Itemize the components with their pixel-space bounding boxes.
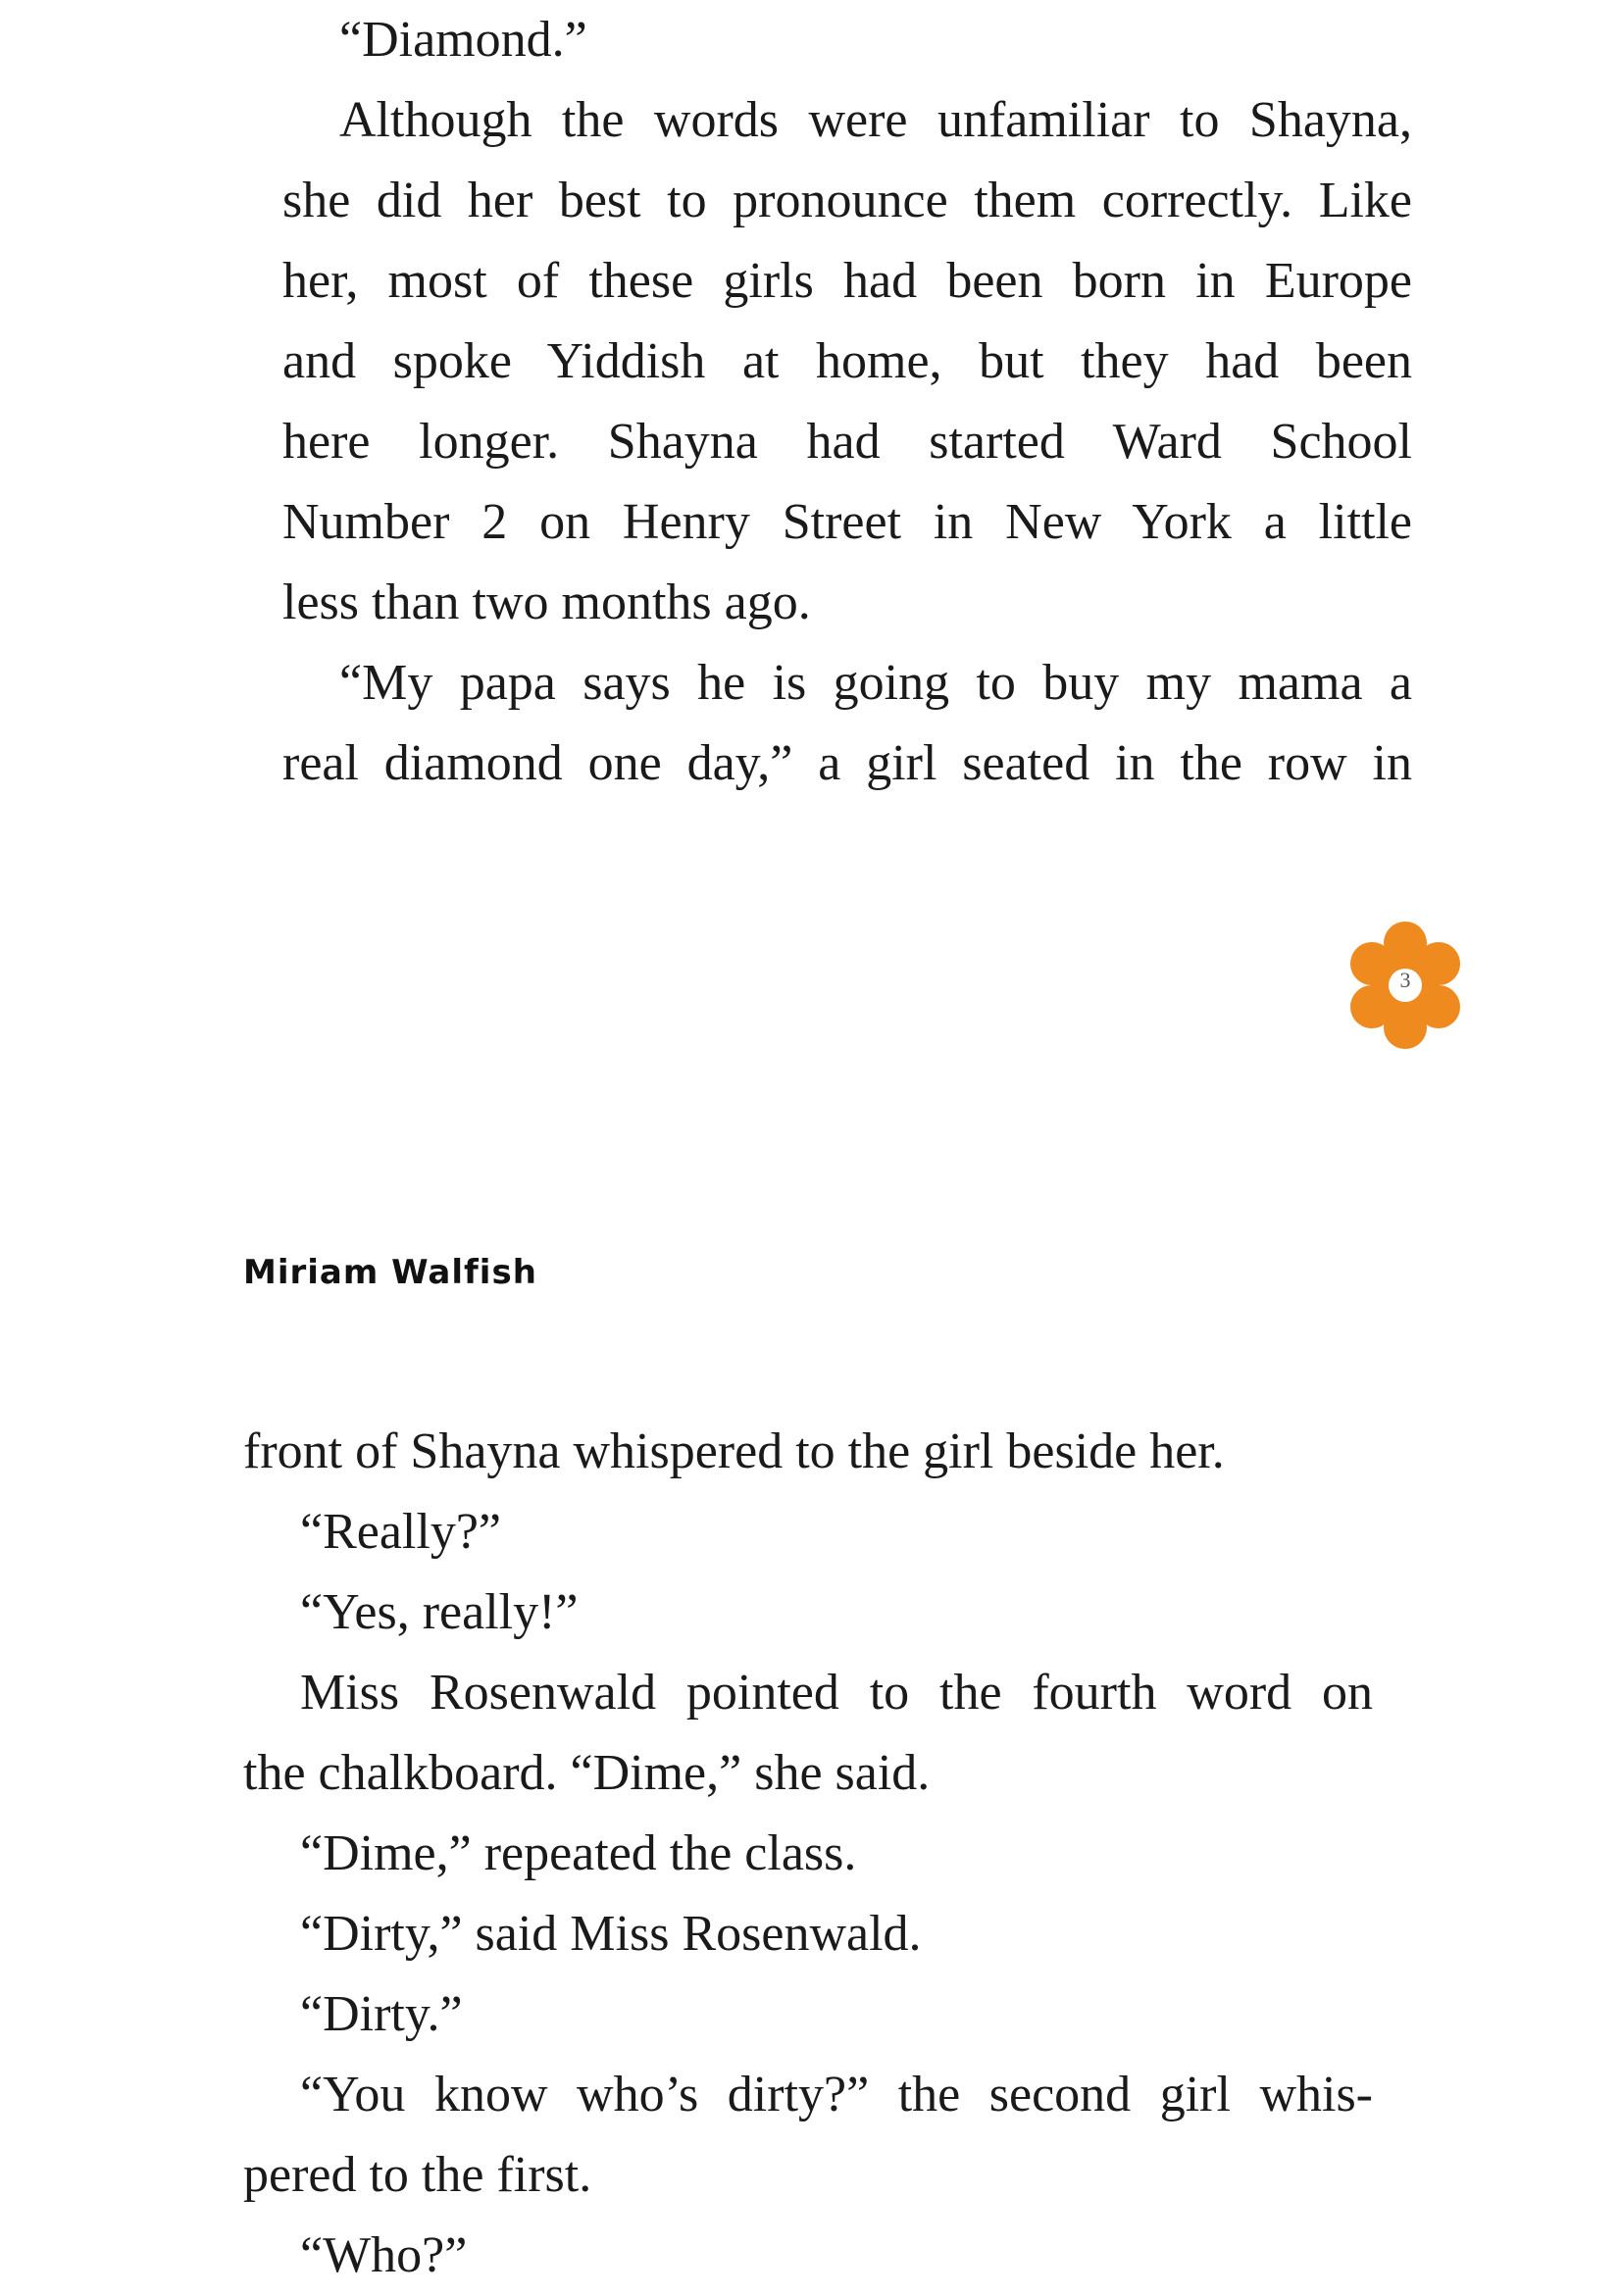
text-line: front of Shayna whispered to the girl beside her. bbox=[243, 1423, 1225, 1479]
text-line: less than two months ago. bbox=[282, 574, 811, 630]
page-number: 3 bbox=[1399, 968, 1411, 992]
text-line: “Diamond.” bbox=[339, 12, 587, 68]
text-line: here longer. Shayna had started Ward School bbox=[282, 414, 1412, 470]
text-line: Although the words were unfamiliar to Shayna, bbox=[339, 92, 1412, 148]
text-line: “You know who’s dirty?” the second girl whis- bbox=[300, 2067, 1373, 2122]
text-line: her, most of these girls had been born in Europe bbox=[282, 253, 1412, 309]
text-line: pered to the first. bbox=[243, 2147, 592, 2203]
text-line: “My papa says he is going to buy my mama a bbox=[339, 655, 1412, 711]
bottom-page-text bbox=[243, 1412, 1373, 2296]
text-line: and spoke Yiddish at home, but they had been bbox=[282, 333, 1412, 389]
text-line: she did her best to pronounce them correctly. Like bbox=[282, 173, 1412, 228]
text-line: “Dirty.” bbox=[300, 1986, 463, 2042]
text-line: “Dirty,” said Miss Rosenwald. bbox=[300, 1906, 922, 1962]
top-page-text bbox=[282, 0, 1412, 804]
text-line: the chalkboard. “Dime,” she said. bbox=[243, 1745, 931, 1801]
text-line: “Dime,” repeated the class. bbox=[300, 1825, 857, 1881]
text-line: “Who?” bbox=[300, 2227, 468, 2283]
text-line: Miss Rosenwald pointed to the fourth word on bbox=[300, 1665, 1373, 1721]
text-line: “Really?” bbox=[300, 1504, 501, 1560]
running-head: Miriam Walfish bbox=[243, 1253, 537, 1292]
text-line: real diamond one day,” a girl seated in the row in bbox=[282, 735, 1412, 791]
text-line: “Yes, really!” bbox=[300, 1584, 579, 1640]
text-line: Number 2 on Henry Street in New York a little bbox=[282, 494, 1412, 550]
